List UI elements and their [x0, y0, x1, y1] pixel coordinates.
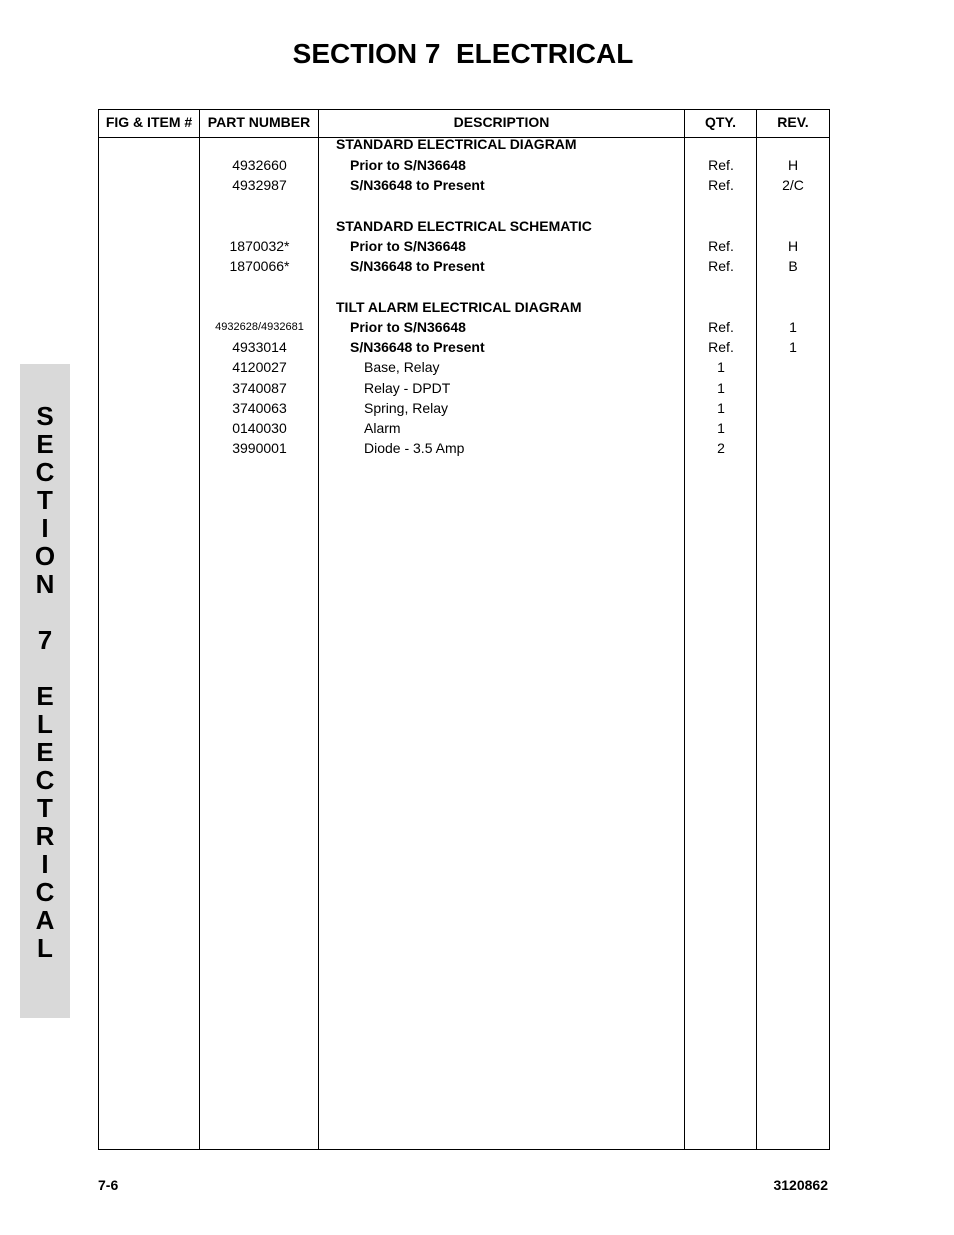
qty-cell: Ref.	[708, 339, 734, 355]
description-cell: STANDARD ELECTRICAL DIAGRAM	[336, 136, 577, 152]
rev-cell: H	[787, 157, 799, 173]
qty-cell: 2	[717, 440, 725, 456]
section-tab-letter: E	[36, 681, 54, 711]
section-tab-letter: R	[35, 821, 55, 851]
description-cell: Base, Relay	[364, 359, 440, 375]
section-tab-letters	[20, 402, 70, 962]
description-cell: Prior to S/N36648	[350, 238, 466, 254]
table-row	[99, 256, 829, 276]
description-cell: S/N36648 to Present	[350, 177, 485, 193]
part-number-cell: 4932987	[232, 177, 287, 193]
description-cell: Diode - 3.5 Amp	[364, 440, 465, 456]
description-cell: S/N36648 to Present	[350, 258, 485, 274]
header-fig-item: FIG & ITEM #	[105, 114, 193, 130]
table-row	[99, 236, 829, 256]
page-title: SECTION 7 ELECTRICAL	[292, 38, 634, 69]
part-number-cell: 0140030	[232, 420, 287, 436]
table-row	[99, 297, 829, 317]
qty-cell: 1	[717, 400, 725, 416]
rev-cell: 1	[789, 319, 797, 335]
document-number: 3120862	[773, 1177, 828, 1193]
header-part-number: PART NUMBER	[207, 114, 311, 130]
rev-cell: B	[788, 258, 798, 274]
section-tab-letter: O	[34, 541, 56, 571]
part-number-cell: 3740087	[232, 380, 287, 396]
header-description: DESCRIPTION	[453, 114, 550, 130]
table-row	[99, 357, 829, 377]
description-cell: Alarm	[364, 420, 401, 436]
section-tab-letter: C	[35, 457, 55, 487]
section-tab-letter: T	[37, 793, 53, 823]
section-tab-letter: E	[36, 737, 54, 767]
table-row	[99, 155, 829, 175]
section-tab-letter: T	[37, 485, 53, 515]
part-number-cell: 1870032*	[229, 238, 290, 254]
table-row	[99, 378, 829, 398]
qty-cell: 1	[717, 359, 725, 375]
description-cell: Relay - DPDT	[364, 380, 451, 396]
table-row	[99, 134, 829, 154]
section-tab-letter: L	[37, 709, 53, 739]
table-row	[99, 418, 829, 438]
section-tab-letter: C	[35, 877, 55, 907]
part-number-cell: 4933014	[232, 339, 287, 355]
description-cell: Spring, Relay	[364, 400, 449, 416]
section-tab-letter: L	[37, 933, 53, 963]
part-number-cell: 3990001	[232, 440, 287, 456]
part-number-cell: 3740063	[232, 400, 287, 416]
table-row	[99, 398, 829, 418]
section-tab-letter: S	[36, 401, 54, 431]
section-side-tab	[20, 364, 70, 1018]
section-tab-letter: I	[41, 849, 49, 879]
section-tab-letter: I	[41, 513, 49, 543]
part-number-cell: 4932628/4932681	[215, 321, 304, 333]
table-row	[99, 317, 829, 337]
part-number-cell: 4120027	[232, 359, 287, 375]
section-tab-letter: E	[36, 429, 54, 459]
qty-cell: Ref.	[708, 157, 734, 173]
qty-cell: Ref.	[708, 258, 734, 274]
section-tab-letter: N	[35, 569, 55, 599]
header-qty: QTY.	[704, 114, 737, 130]
rev-cell: 2/C	[782, 177, 804, 193]
qty-cell: 1	[717, 380, 725, 396]
part-number-cell: 4932660	[232, 157, 287, 173]
table-row	[99, 438, 829, 458]
table-row	[99, 175, 829, 195]
rev-cell: H	[787, 238, 799, 254]
table-row	[99, 216, 829, 236]
section-tab-letter: C	[35, 765, 55, 795]
description-cell: Prior to S/N36648	[350, 157, 466, 173]
table-row	[99, 337, 829, 357]
header-rev: REV.	[777, 114, 809, 130]
qty-cell: Ref.	[708, 238, 734, 254]
parts-table	[98, 109, 830, 1150]
qty-cell: Ref.	[708, 177, 734, 193]
qty-cell: 1	[717, 420, 725, 436]
section-tab-letter: 7	[37, 625, 53, 655]
description-cell: Prior to S/N36648	[350, 319, 466, 335]
part-number-cell: 1870066*	[229, 258, 290, 274]
section-tab-letter: A	[35, 905, 55, 935]
qty-cell: Ref.	[708, 319, 734, 335]
rev-cell: 1	[789, 339, 797, 355]
description-cell: TILT ALARM ELECTRICAL DIAGRAM	[336, 299, 582, 315]
page-number: 7-6	[98, 1177, 119, 1193]
description-cell: S/N36648 to Present	[350, 339, 485, 355]
description-cell: STANDARD ELECTRICAL SCHEMATIC	[336, 218, 592, 234]
